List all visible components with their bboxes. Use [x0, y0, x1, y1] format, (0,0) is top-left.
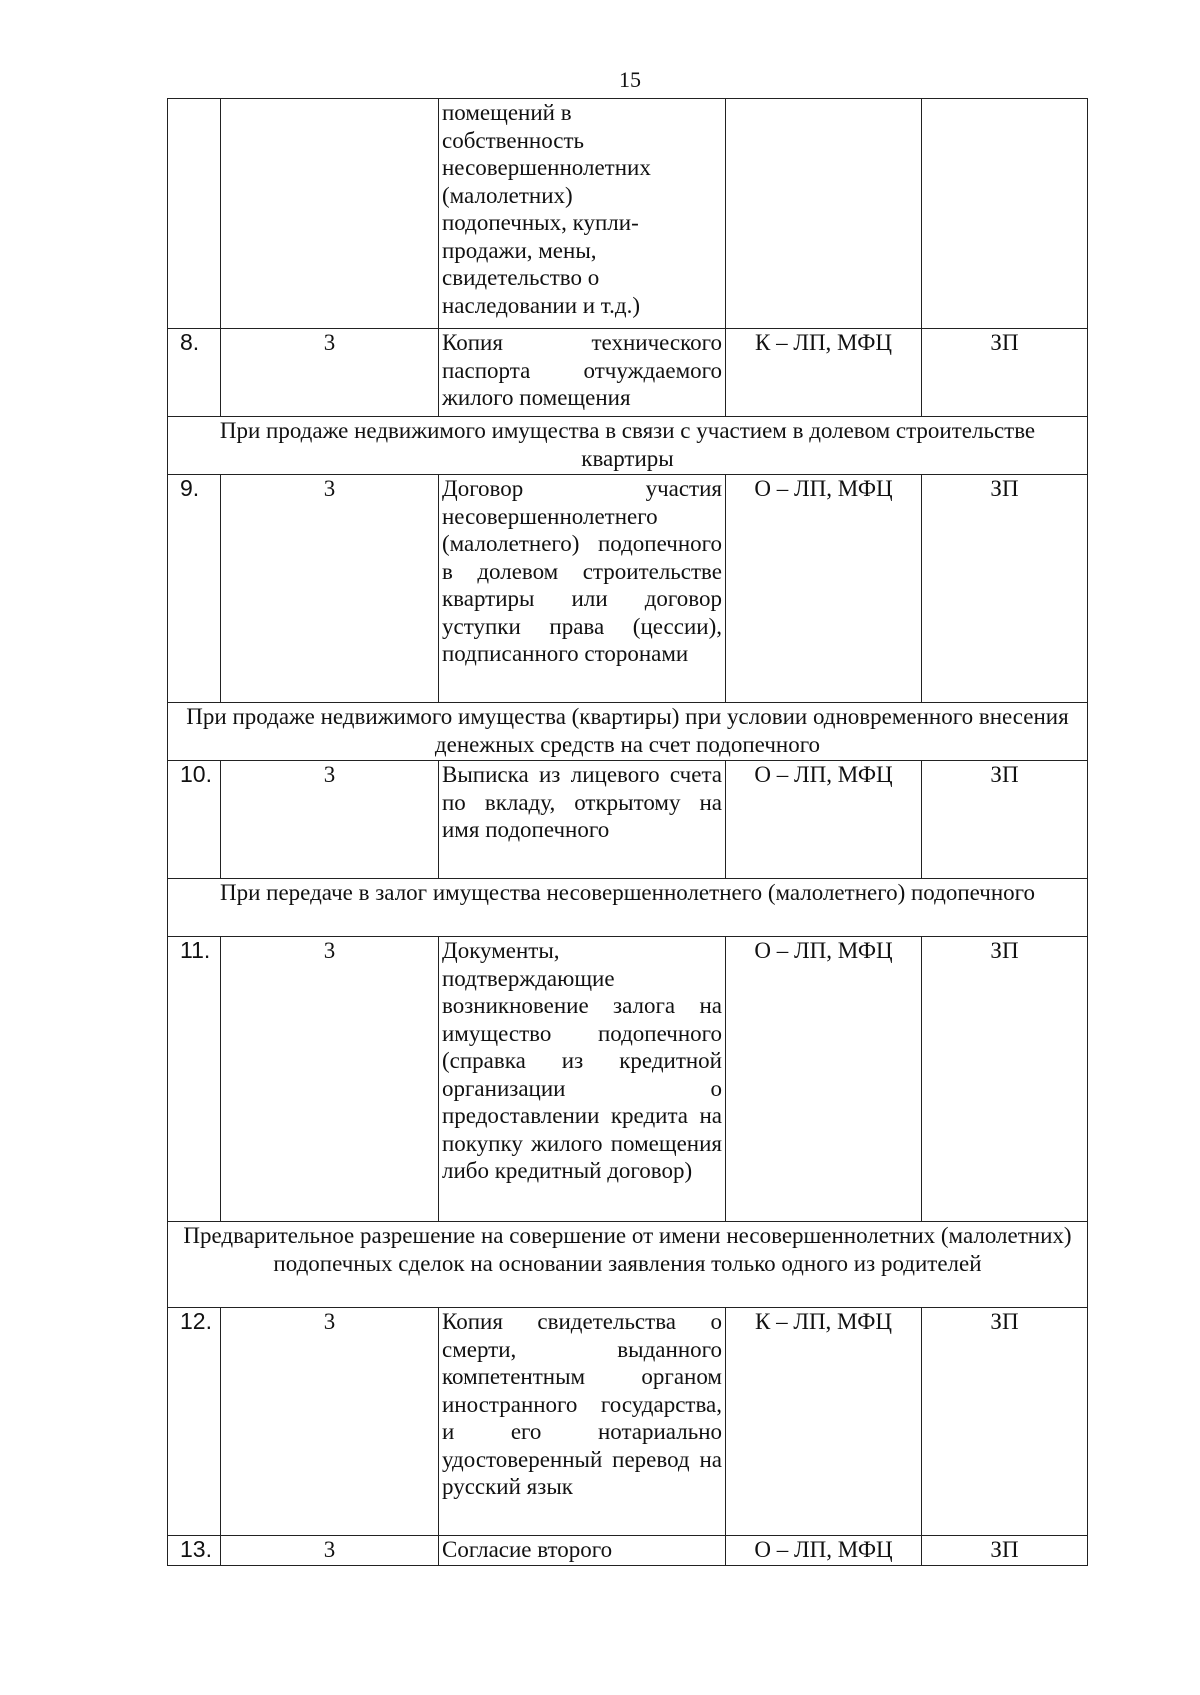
doc-line: продажи, мены, [442, 237, 597, 263]
row-number-cell: 10. [168, 761, 221, 879]
form-cell: О – ЛП, МФЦ [726, 1536, 922, 1566]
form-cell: О – ЛП, МФЦ [726, 475, 922, 703]
document-cell: Документы, подтверждающие возникновение залога на имущество подопечного (справка из кредитной организации о предоставлении кредита на покупку жилого помещения либо кредитный договор) [439, 937, 726, 1222]
document-cell: Выписка из лицевого счета по вкладу, открытому на имя подопечного [439, 761, 726, 879]
form-cell: О – ЛП, МФЦ [726, 761, 922, 879]
row-number-cell: 11. [168, 937, 221, 1222]
document-cell: Договор участия несовершеннолетнего (малолетнего) подопечного в долевом строительстве квартиры или договор уступки права (цессии), подписанного сторонами [439, 475, 726, 703]
page-number: 15 [619, 67, 641, 92]
result-cell: ЗП [922, 1536, 1088, 1566]
term-cell: 3 [221, 761, 439, 879]
doc-line: собственность [442, 127, 585, 153]
table-row [168, 99, 1088, 329]
section-heading: Предварительное разрешение на совершение от имени несовершеннолетних (малолетних) подопечных сделок на основании заявления только одного из родителей [168, 1222, 1088, 1308]
table-row [168, 1308, 1088, 1536]
form-cell: О – ЛП, МФЦ [726, 937, 922, 1222]
term-cell: 3 [221, 1308, 439, 1536]
row-number-cell [168, 99, 221, 329]
doc-line: помещений в [442, 100, 572, 125]
table-row [168, 937, 1088, 1222]
row-number-cell: 9. [168, 475, 221, 703]
term-cell: 3 [221, 937, 439, 1222]
result-cell: ЗП [922, 937, 1088, 1222]
doc-line: подопечных, купли- [442, 210, 639, 235]
form-cell: К – ЛП, МФЦ [726, 329, 922, 417]
row-number-cell: 8. [168, 329, 221, 417]
result-cell: ЗП [922, 475, 1088, 703]
term-cell [221, 99, 439, 329]
result-cell: ЗП [922, 761, 1088, 879]
term-cell: 3 [221, 329, 439, 417]
section-row [168, 1222, 1088, 1308]
doc-line: несовершеннолетних [442, 155, 651, 180]
doc-text: Согласие второго [442, 1537, 613, 1562]
section-heading: При продаже недвижимого имущества (квартиры) при условии одновременного внесения денежных средств на счет подопечного [168, 703, 1088, 761]
document-cell: Копия технического паспорта отчуждаемого жилого помещения [439, 329, 726, 417]
table-row [168, 1536, 1088, 1566]
section-row [168, 703, 1088, 761]
document-cell [439, 99, 726, 329]
doc-line: свидетельство о [442, 265, 600, 290]
doc-line: наследовании и т.д.) [442, 292, 640, 318]
documents-table [167, 98, 1088, 1566]
section-row [168, 417, 1088, 475]
table-row [168, 475, 1088, 703]
document-cell [439, 1536, 726, 1566]
section-heading: При продаже недвижимого имущества в связи с участием в долевом строительстве квартиры [168, 417, 1088, 475]
row-number-cell: 12. [168, 1308, 221, 1536]
row-number-cell: 13. [168, 1536, 221, 1566]
document-cell: Копия свидетельства о смерти, выданного компетентным органом иностранного государства, и его нотариально удостоверенный перевод на русский язык [439, 1308, 726, 1536]
table-row [168, 329, 1088, 417]
result-cell: ЗП [922, 1308, 1088, 1536]
form-cell [726, 99, 922, 329]
term-cell: 3 [221, 475, 439, 703]
doc-line: (малолетних) [442, 182, 573, 208]
term-cell: 3 [221, 1536, 439, 1566]
form-cell: К – ЛП, МФЦ [726, 1308, 922, 1536]
result-cell [922, 99, 1088, 329]
section-row [168, 879, 1088, 937]
section-heading: При передаче в залог имущества несовершеннолетнего (малолетнего) подопечного [168, 879, 1088, 937]
table-row [168, 761, 1088, 879]
result-cell: ЗП [922, 329, 1088, 417]
